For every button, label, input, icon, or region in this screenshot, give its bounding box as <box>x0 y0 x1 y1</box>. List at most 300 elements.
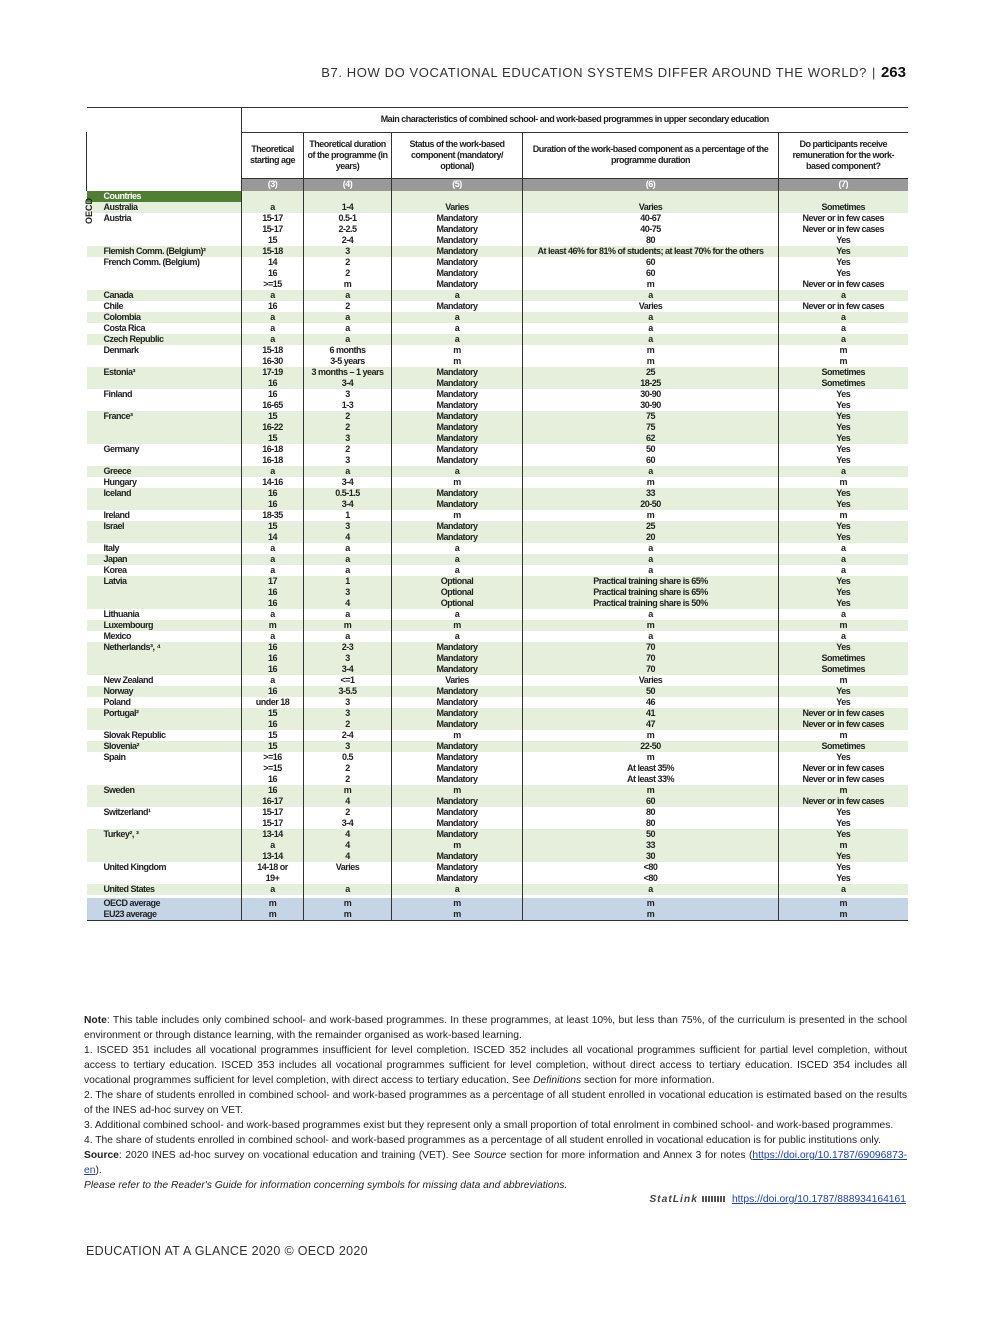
cell-remuneration: Yes <box>779 246 908 257</box>
cell-duration: 3-5 years <box>304 356 392 367</box>
cell-status: Mandatory <box>392 488 523 499</box>
cell-duration: 3-4 <box>304 499 392 510</box>
table-row <box>87 587 908 598</box>
cell-starting-age: 16-22 <box>242 422 304 433</box>
cell-status: Mandatory <box>392 741 523 752</box>
table-row <box>87 873 908 884</box>
oecd-side-label: OECD <box>84 198 94 225</box>
cell-remuneration: Yes <box>779 499 908 510</box>
cell-status: Mandatory <box>392 532 523 543</box>
cell-status: a <box>392 631 523 642</box>
cell-remuneration: Yes <box>779 598 908 609</box>
running-header <box>321 64 906 81</box>
table-row <box>87 554 908 565</box>
col-number: (3) <box>242 178 304 191</box>
cell-starting-age: 16-18 <box>242 444 304 455</box>
table-row <box>87 367 908 378</box>
cell-status: Mandatory <box>392 268 523 279</box>
cell-starting-age: 16 <box>242 774 304 785</box>
row-country: United Kingdom <box>103 862 166 872</box>
row-country <box>87 499 242 510</box>
cell-starting-age: 13-14 <box>242 829 304 840</box>
cell-work-share: 60 <box>523 257 779 268</box>
note-general: Note: This table includes only combined school- and work-based programmes. In these programmes, at least 10%, but less than 75%, of the curriculum is presented in the school environment or through distance learning, with the remainder organised as work-based learning. <box>84 1015 907 1041</box>
cell-status: a <box>392 554 523 565</box>
cell-starting-age: a <box>242 334 304 345</box>
row-country: Canada <box>87 290 242 301</box>
row-country: Denmark <box>103 345 139 355</box>
row-country: Poland <box>103 697 131 707</box>
row-country <box>87 400 242 411</box>
cell-status: Mandatory <box>392 422 523 433</box>
cell-duration: a <box>304 631 392 642</box>
cell-duration: a <box>304 543 392 554</box>
cell-starting-age: 15-17 <box>242 807 304 818</box>
table-row <box>87 455 908 466</box>
col-number: (6) <box>523 178 779 191</box>
cell-work-share: a <box>523 609 779 620</box>
table-row <box>87 301 908 312</box>
cell-remuneration: a <box>779 631 908 642</box>
cell-status: Mandatory <box>392 862 523 873</box>
cell-remuneration: Never or in few cases <box>779 763 908 774</box>
cell-remuneration: Yes <box>779 389 908 400</box>
row-country: Austria <box>103 213 132 223</box>
cell-remuneration: a <box>779 312 908 323</box>
cell-status: Varies <box>392 675 523 686</box>
cell-status: Mandatory <box>392 686 523 697</box>
cell-starting-age: 16 <box>242 268 304 279</box>
row-country: Israel <box>87 521 242 532</box>
cell-work-share: a <box>523 334 779 345</box>
cell-duration: 4 <box>304 851 392 862</box>
cell-status: Mandatory <box>392 807 523 818</box>
cell-remuneration: Never or in few cases <box>779 213 908 224</box>
row-country: French Comm. (Belgium) <box>103 257 200 267</box>
cell-duration: 6 months <box>304 345 392 356</box>
cell-starting-age: 16 <box>242 642 304 653</box>
cell-status: a <box>392 334 523 345</box>
cell-work-share: <80 <box>523 862 779 873</box>
cell-remuneration: Yes <box>779 807 908 818</box>
cell-work-share: m <box>523 785 779 796</box>
row-country: Japan <box>87 554 242 565</box>
table-row <box>87 708 908 719</box>
row-country <box>87 422 242 433</box>
cell-duration: 4 <box>304 840 392 851</box>
cell-remuneration: Yes <box>779 642 908 653</box>
table-row <box>87 257 908 268</box>
average-row <box>87 909 908 921</box>
cell-work-share: m <box>523 477 779 488</box>
cell-status: Mandatory <box>392 719 523 730</box>
table-row <box>87 675 908 686</box>
cell-status: Mandatory <box>392 246 523 257</box>
cell-status: m <box>392 730 523 741</box>
cell-duration: a <box>304 554 392 565</box>
cell-duration: 1-4 <box>304 202 392 213</box>
cell-duration: 4 <box>304 796 392 807</box>
cell-remuneration: Sometimes <box>779 202 908 213</box>
cell-remuneration: m <box>779 356 908 367</box>
cell-work-share: 50 <box>523 829 779 840</box>
cell-duration: 3 <box>304 708 392 719</box>
table-row <box>87 807 908 818</box>
cell-work-share: a <box>523 290 779 301</box>
cell-status: Mandatory <box>392 653 523 664</box>
row-country: Lithuania <box>103 609 139 619</box>
row-country <box>87 719 242 730</box>
cell-starting-age: 14 <box>242 257 304 268</box>
table-row <box>87 686 908 697</box>
row-country: Estonia³ <box>87 367 242 378</box>
table-row <box>87 620 908 631</box>
cell-starting-age: 16 <box>242 598 304 609</box>
cell-remuneration: Never or in few cases <box>779 224 908 235</box>
cell-work-share: 60 <box>523 455 779 466</box>
cell-remuneration: m <box>779 510 908 521</box>
row-country: Slovak Republic <box>103 730 166 740</box>
table-row <box>87 598 908 609</box>
row-country <box>87 873 242 884</box>
table-row <box>87 521 908 532</box>
cell-starting-age: a <box>242 290 304 301</box>
cell-starting-age: 18-35 <box>242 510 304 521</box>
cell-status: Mandatory <box>392 279 523 290</box>
cell-duration: 1 <box>304 510 392 521</box>
cell-work-share: 47 <box>523 719 779 730</box>
cell-duration: 3 <box>304 521 392 532</box>
cell-work-share: 70 <box>523 653 779 664</box>
row-country: Sweden <box>87 785 242 796</box>
cell-status: Mandatory <box>392 763 523 774</box>
table-row <box>87 576 908 587</box>
table-row <box>87 224 908 235</box>
cell-status: Optional <box>392 587 523 598</box>
cell-duration: Varies <box>304 862 392 873</box>
cell-remuneration: m <box>779 840 908 851</box>
table-row <box>87 631 908 642</box>
cell-status: Mandatory <box>392 752 523 763</box>
table-row <box>87 741 908 752</box>
cell-duration: 2 <box>304 444 392 455</box>
cell-starting-age: a <box>242 840 304 851</box>
cell-starting-age: 15-17 <box>242 224 304 235</box>
cell-starting-age: 14-16 <box>242 477 304 488</box>
note-1: 1. ISCED 351 includes all vocational programmes insufficient for level completion. ISCED 352 includes all vocational programmes sufficient for partial level completion, without access to tertiary education. ISCED 353 includes all vocational programmes sufficient for level completion, without direct access to tertiary education. ISCED 354 includes all vocational programmes sufficient for level completion, with direct access to tertiary education. See Definitions section for more information. <box>84 1045 907 1086</box>
table-row <box>87 411 908 422</box>
table-row <box>87 345 908 356</box>
cell-work-share: Practical training share is 50% <box>523 598 779 609</box>
cell-work-share: 40-75 <box>523 224 779 235</box>
cell-work-share: Practical training share is 65% <box>523 587 779 598</box>
cell-remuneration: Yes <box>779 873 908 884</box>
cell-duration: <=1 <box>304 675 392 686</box>
cell-remuneration: Never or in few cases <box>779 301 908 312</box>
cell-status: Mandatory <box>392 796 523 807</box>
cell-status: Optional <box>392 576 523 587</box>
cell-starting-age: 19+ <box>242 873 304 884</box>
cell-status: Mandatory <box>392 455 523 466</box>
statlink <box>649 1194 906 1205</box>
row-country: Germany <box>103 444 140 454</box>
cell-duration: 3 <box>304 455 392 466</box>
cell-remuneration: Yes <box>779 422 908 433</box>
cell-duration: a <box>304 312 392 323</box>
cell-remuneration: Never or in few cases <box>779 279 908 290</box>
cell-remuneration: Yes <box>779 829 908 840</box>
note-4: 4. The share of students enrolled in combined school- and work-based programmes as a percentage of all student enrolled in vocational education is for public institutions only. <box>84 1135 881 1146</box>
cell-work-share: 33 <box>523 840 779 851</box>
row-country <box>87 774 242 785</box>
table-row <box>87 609 908 620</box>
col-number: (5) <box>392 178 523 191</box>
cell-remuneration: Never or in few cases <box>779 796 908 807</box>
row-country: Mexico <box>103 631 132 641</box>
table-row <box>87 356 908 367</box>
cell-remuneration: m <box>779 909 908 921</box>
cell-starting-age: 14-18 or <box>242 862 304 873</box>
cell-starting-age: a <box>242 312 304 323</box>
cell-work-share: 62 <box>523 433 779 444</box>
cell-remuneration: m <box>779 675 908 686</box>
cell-work-share: 70 <box>523 642 779 653</box>
row-country: Chile <box>103 301 124 311</box>
cell-remuneration: Yes <box>779 862 908 873</box>
cell-duration: 1 <box>304 576 392 587</box>
cell-work-share: 41 <box>523 708 779 719</box>
cell-status: Mandatory <box>392 389 523 400</box>
cell-duration: 2 <box>304 763 392 774</box>
cell-starting-age: 15-18 <box>242 246 304 257</box>
cell-status: a <box>392 884 523 895</box>
row-country <box>87 587 242 598</box>
cell-status: m <box>392 840 523 851</box>
cell-starting-age: a <box>242 609 304 620</box>
cell-duration: 2 <box>304 268 392 279</box>
cell-starting-age: a <box>242 323 304 334</box>
table-title: Main characteristics of combined school- and work-based programmes in upper secondary education <box>242 108 908 132</box>
cell-status: Mandatory <box>392 873 523 884</box>
cell-duration: 3 <box>304 246 392 257</box>
cell-work-share: Varies <box>523 675 779 686</box>
cell-starting-age: 15-17 <box>242 818 304 829</box>
row-country <box>87 433 242 444</box>
row-country <box>87 818 242 829</box>
cell-duration: a <box>304 565 392 576</box>
cell-starting-age: 15 <box>242 741 304 752</box>
statlink-label: StatLink <box>649 1194 698 1205</box>
table-row <box>87 510 908 521</box>
cell-remuneration: a <box>779 554 908 565</box>
cell-status: Mandatory <box>392 499 523 510</box>
cell-work-share: Varies <box>523 202 779 213</box>
table-row <box>87 851 908 862</box>
cell-starting-age: a <box>242 631 304 642</box>
table-row <box>87 796 908 807</box>
statlink-barcode-icon <box>702 1196 726 1202</box>
cell-status: m <box>392 785 523 796</box>
cell-remuneration: Yes <box>779 268 908 279</box>
cell-starting-age: 16-17 <box>242 796 304 807</box>
cell-work-share: 18-25 <box>523 378 779 389</box>
cell-work-share: a <box>523 543 779 554</box>
cell-work-share: m <box>523 620 779 631</box>
row-country: Costa Rica <box>103 323 146 333</box>
row-country <box>87 851 242 862</box>
row-country: Ireland <box>103 510 130 520</box>
cell-starting-age: 16 <box>242 301 304 312</box>
cell-remuneration: Yes <box>779 455 908 466</box>
table-row <box>87 235 908 246</box>
cell-status: Mandatory <box>392 433 523 444</box>
cell-work-share: m <box>523 510 779 521</box>
table-row <box>87 444 908 455</box>
cell-work-share: 30-90 <box>523 389 779 400</box>
cell-remuneration: Yes <box>779 257 908 268</box>
cell-status: Mandatory <box>392 521 523 532</box>
cell-work-share: Practical training share is 65% <box>523 576 779 587</box>
row-country: Finland <box>103 389 132 399</box>
table-row <box>87 774 908 785</box>
statlink-url[interactable]: https://doi.org/10.1787/888934164161 <box>731 1194 906 1205</box>
cell-duration: 2-3 <box>304 642 392 653</box>
row-country <box>87 356 242 367</box>
cell-work-share: 70 <box>523 664 779 675</box>
row-country <box>87 598 242 609</box>
section-title: B7. HOW DO VOCATIONAL EDUCATION SYSTEMS DIFFER AROUND THE WORLD? <box>321 65 867 80</box>
cell-work-share: 75 <box>523 422 779 433</box>
cell-starting-age: 16 <box>242 378 304 389</box>
row-country <box>87 796 242 807</box>
cell-starting-age: 17 <box>242 576 304 587</box>
table-row <box>87 697 908 708</box>
cell-remuneration: m <box>779 730 908 741</box>
cell-work-share: m <box>523 909 779 921</box>
cell-status: a <box>392 290 523 301</box>
cell-remuneration: Never or in few cases <box>779 774 908 785</box>
table-row <box>87 290 908 301</box>
row-country: Australia <box>87 202 242 213</box>
cell-status: m <box>392 477 523 488</box>
cell-starting-age: a <box>242 884 304 895</box>
cell-work-share: At least 46% for 81% of students; at least 70% for the others <box>523 246 779 257</box>
cell-status: Mandatory <box>392 378 523 389</box>
row-country <box>87 840 242 851</box>
cell-duration: m <box>304 279 392 290</box>
cell-status: Mandatory <box>392 697 523 708</box>
cell-remuneration: a <box>779 543 908 554</box>
cell-duration: 2 <box>304 422 392 433</box>
cell-duration: a <box>304 290 392 301</box>
cell-remuneration: m <box>779 345 908 356</box>
table-row <box>87 543 908 554</box>
cell-remuneration: Yes <box>779 521 908 532</box>
cell-duration: 4 <box>304 598 392 609</box>
cell-starting-age: 13-14 <box>242 851 304 862</box>
source-link[interactable]: https://doi.org/10.1787/69096873-en <box>84 1150 907 1176</box>
programmes-table <box>86 107 907 921</box>
cell-starting-age: 16 <box>242 686 304 697</box>
cell-duration: a <box>304 884 392 895</box>
cell-starting-age: 16 <box>242 653 304 664</box>
col-header-duration: Theoretical duration of the programme (in years) <box>304 132 392 178</box>
cell-starting-age: >=15 <box>242 763 304 774</box>
cell-starting-age: 15-17 <box>242 213 304 224</box>
cell-remuneration: a <box>779 290 908 301</box>
cell-remuneration: Yes <box>779 400 908 411</box>
cell-starting-age: 16 <box>242 785 304 796</box>
row-country <box>87 279 242 290</box>
cell-remuneration: Never or in few cases <box>779 719 908 730</box>
cell-work-share: 80 <box>523 235 779 246</box>
cell-status: Mandatory <box>392 851 523 862</box>
cell-work-share: 20 <box>523 532 779 543</box>
cell-starting-age: m <box>242 620 304 631</box>
cell-starting-age: 15 <box>242 521 304 532</box>
cell-status: Mandatory <box>392 829 523 840</box>
row-country: Korea <box>103 565 127 575</box>
cell-starting-age: m <box>242 898 304 909</box>
row-country <box>87 763 242 774</box>
average-label: EU23 average <box>87 909 242 921</box>
cell-status: a <box>392 565 523 576</box>
average-label: OECD average <box>87 898 242 909</box>
table-row <box>87 664 908 675</box>
cell-remuneration: Yes <box>779 851 908 862</box>
cell-work-share: 30 <box>523 851 779 862</box>
row-country: Netherlands³, ⁴ <box>87 642 242 653</box>
cell-status: a <box>392 609 523 620</box>
cell-work-share: 50 <box>523 444 779 455</box>
row-country: Norway <box>87 686 242 697</box>
cell-status: a <box>392 543 523 554</box>
cell-remuneration: m <box>779 620 908 631</box>
cell-status: Mandatory <box>392 224 523 235</box>
cell-duration: a <box>304 466 392 477</box>
cell-starting-age: under 18 <box>242 697 304 708</box>
cell-starting-age: >=15 <box>242 279 304 290</box>
table-row <box>87 862 908 873</box>
cell-remuneration: Yes <box>779 587 908 598</box>
cell-work-share: Varies <box>523 301 779 312</box>
row-country: Luxembourg <box>87 620 242 631</box>
cell-work-share: 25 <box>523 367 779 378</box>
cell-starting-age: 15 <box>242 433 304 444</box>
cell-work-share: a <box>523 884 779 895</box>
cell-remuneration: Sometimes <box>779 741 908 752</box>
table-row <box>87 246 908 257</box>
col-number: (7) <box>779 178 908 191</box>
cell-work-share: 20-50 <box>523 499 779 510</box>
table-row <box>87 840 908 851</box>
row-country: Slovenia² <box>87 741 242 752</box>
table-row <box>87 422 908 433</box>
table-row <box>87 642 908 653</box>
cell-starting-age: 15 <box>242 708 304 719</box>
cell-duration: 2-2.5 <box>304 224 392 235</box>
cell-duration: 2 <box>304 411 392 422</box>
table-row <box>87 400 908 411</box>
cell-status: m <box>392 898 523 909</box>
cell-remuneration: a <box>779 609 908 620</box>
cell-starting-age: 17-19 <box>242 367 304 378</box>
table-row <box>87 884 908 895</box>
table-row <box>87 785 908 796</box>
row-country <box>87 235 242 246</box>
cell-duration: 3 months – 1 years <box>304 367 392 378</box>
cell-work-share: m <box>523 345 779 356</box>
